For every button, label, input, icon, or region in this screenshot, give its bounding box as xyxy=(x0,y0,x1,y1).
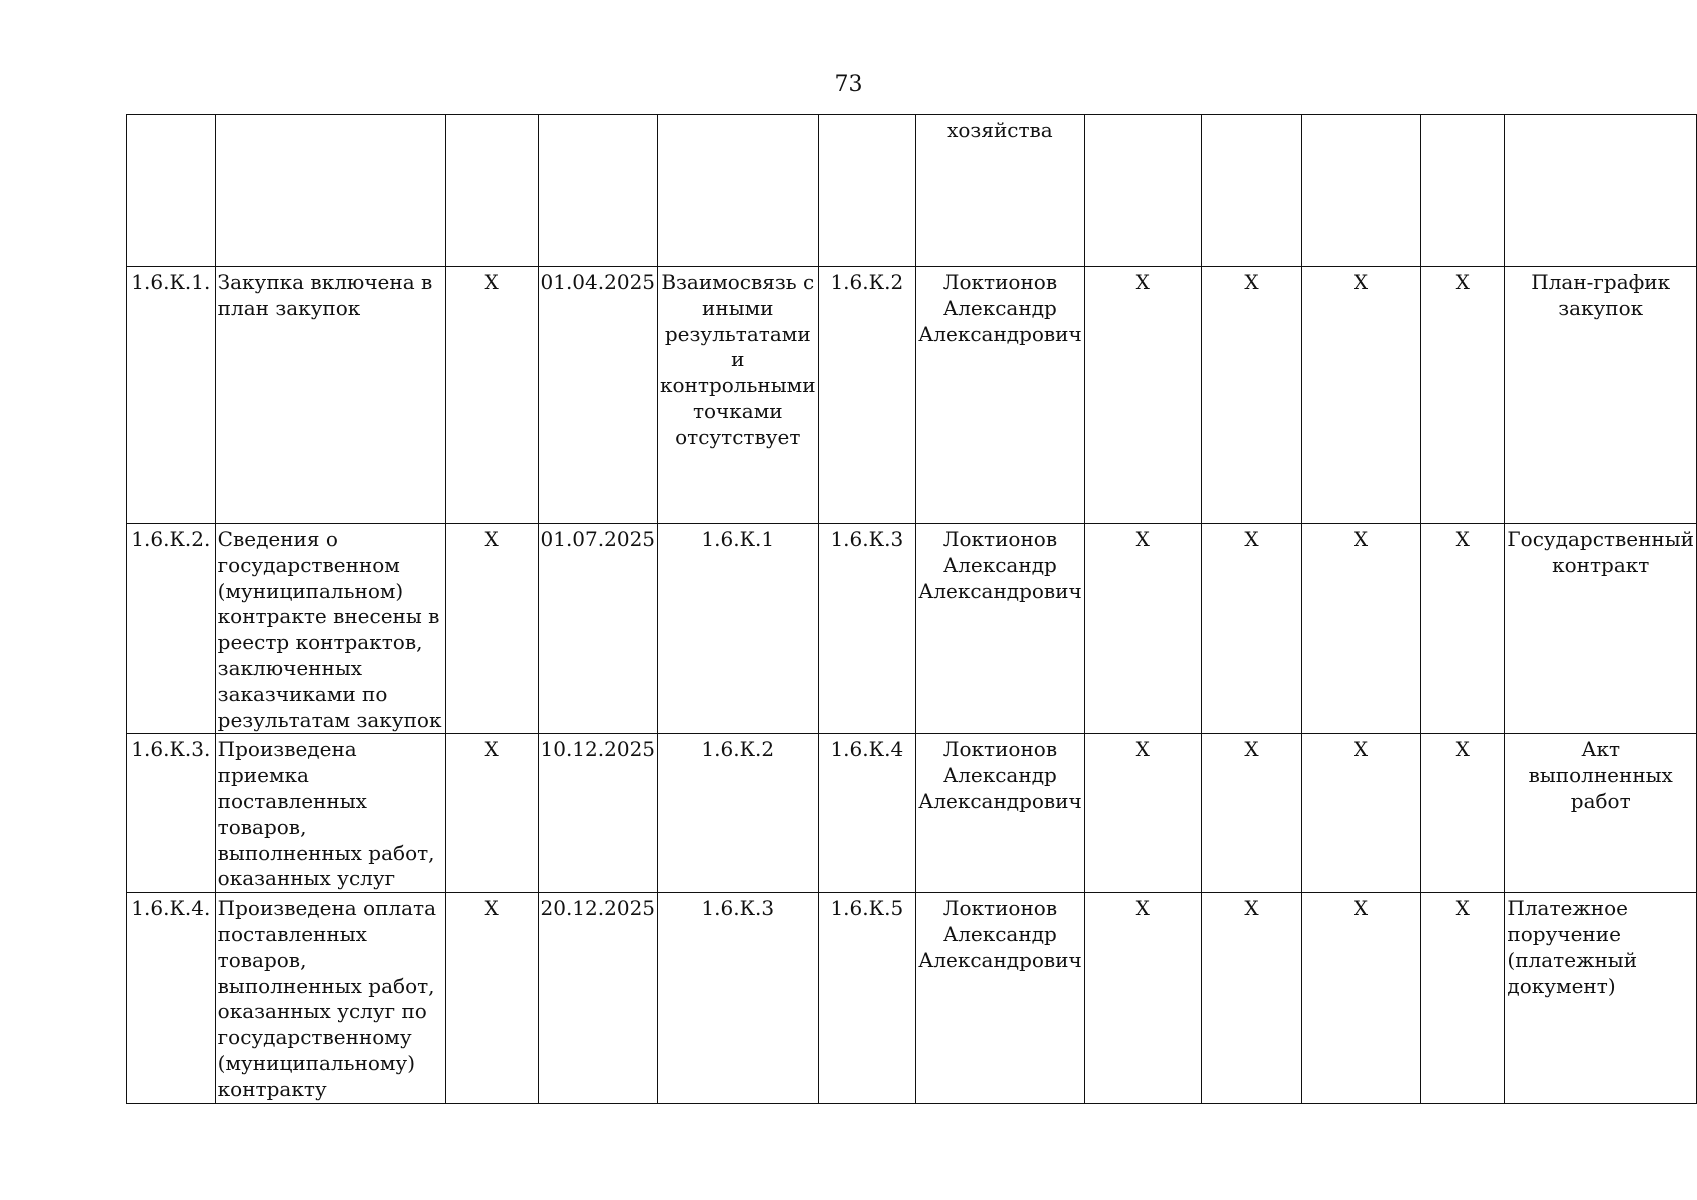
event-cell: Произведена оплата поставленных товаров, выполненных работ, оказанных услуг по государственному (муниципальному) контракту xyxy=(215,893,445,1103)
responsible-cell: хозяйства xyxy=(916,115,1085,267)
mark-cell: X xyxy=(1421,734,1505,893)
mark-cell: X xyxy=(1201,893,1301,1103)
date-cell: 20.12.2025 xyxy=(538,893,658,1103)
event-cell: Сведения о государственном (муниципальном) контракте внесены в реестр контрактов, заключенных заказчиками по результатам закупок xyxy=(215,524,445,734)
table-row xyxy=(127,893,1697,1103)
mark-cell: X xyxy=(1421,893,1505,1103)
mark-cell: X xyxy=(1084,734,1201,893)
date-cell: 01.07.2025 xyxy=(538,524,658,734)
mark-cell: X xyxy=(1084,893,1201,1103)
code-cell: 1.6.К.3. xyxy=(127,734,216,893)
table-cell xyxy=(1084,115,1201,267)
predecessor-cell: 1.6.К.1 xyxy=(658,524,819,734)
mark-cell: X xyxy=(445,524,538,734)
page-number: 73 xyxy=(834,72,863,97)
responsible-cell: Локтионов Александр Александрович xyxy=(916,267,1085,524)
table-cell xyxy=(215,115,445,267)
mark-cell: X xyxy=(1302,524,1421,734)
table-cell xyxy=(818,115,916,267)
schedule-table xyxy=(126,114,1697,1104)
successor-cell: 1.6.К.5 xyxy=(818,893,916,1103)
mark-cell: X xyxy=(1302,734,1421,893)
responsible-cell: Локтионов Александр Александрович xyxy=(916,893,1085,1103)
mark-cell: X xyxy=(1421,267,1505,524)
mark-cell: X xyxy=(1201,267,1301,524)
predecessor-cell: 1.6.К.3 xyxy=(658,893,819,1103)
date-cell: 01.04.2025 xyxy=(538,267,658,524)
table-cell xyxy=(127,115,216,267)
successor-cell: 1.6.К.3 xyxy=(818,524,916,734)
table-cell xyxy=(1421,115,1505,267)
table-cell xyxy=(445,115,538,267)
code-cell: 1.6.К.2. xyxy=(127,524,216,734)
mark-cell: X xyxy=(1302,267,1421,524)
mark-cell: X xyxy=(1201,734,1301,893)
table-row xyxy=(127,734,1697,893)
table-cell xyxy=(658,115,819,267)
code-cell: 1.6.К.4. xyxy=(127,893,216,1103)
table-cell xyxy=(1505,115,1697,267)
mark-cell: X xyxy=(1084,524,1201,734)
table-cell xyxy=(1201,115,1301,267)
responsible-cell: Локтионов Александр Александрович xyxy=(916,734,1085,893)
mark-cell: X xyxy=(1084,267,1201,524)
successor-cell: 1.6.К.2 xyxy=(818,267,916,524)
table-row xyxy=(127,524,1697,734)
event-cell: Закупка включена в план закупок xyxy=(215,267,445,524)
event-cell: Произведена приемка поставленных товаров, выполненных работ, оказанных услуг xyxy=(215,734,445,893)
document-cell: План-график закупок xyxy=(1505,267,1697,524)
date-cell: 10.12.2025 xyxy=(538,734,658,893)
table-cell xyxy=(1302,115,1421,267)
document-cell: Платежное поручение (платежный документ) xyxy=(1505,893,1697,1103)
predecessor-cell: Взаимосвязь с иными результатами и контрольными точками отсутствует xyxy=(658,267,819,524)
document-cell: Акт выполненных работ xyxy=(1505,734,1697,893)
mark-cell: X xyxy=(1302,893,1421,1103)
document-cell: Государственный контракт xyxy=(1505,524,1697,734)
table-row xyxy=(127,267,1697,524)
predecessor-cell: 1.6.К.2 xyxy=(658,734,819,893)
code-cell: 1.6.К.1. xyxy=(127,267,216,524)
mark-cell: X xyxy=(445,893,538,1103)
mark-cell: X xyxy=(445,267,538,524)
responsible-cell: Локтионов Александр Александрович xyxy=(916,524,1085,734)
continuation-row xyxy=(127,115,1697,267)
mark-cell: X xyxy=(445,734,538,893)
table-cell xyxy=(538,115,658,267)
mark-cell: X xyxy=(1421,524,1505,734)
successor-cell: 1.6.К.4 xyxy=(818,734,916,893)
mark-cell: X xyxy=(1201,524,1301,734)
